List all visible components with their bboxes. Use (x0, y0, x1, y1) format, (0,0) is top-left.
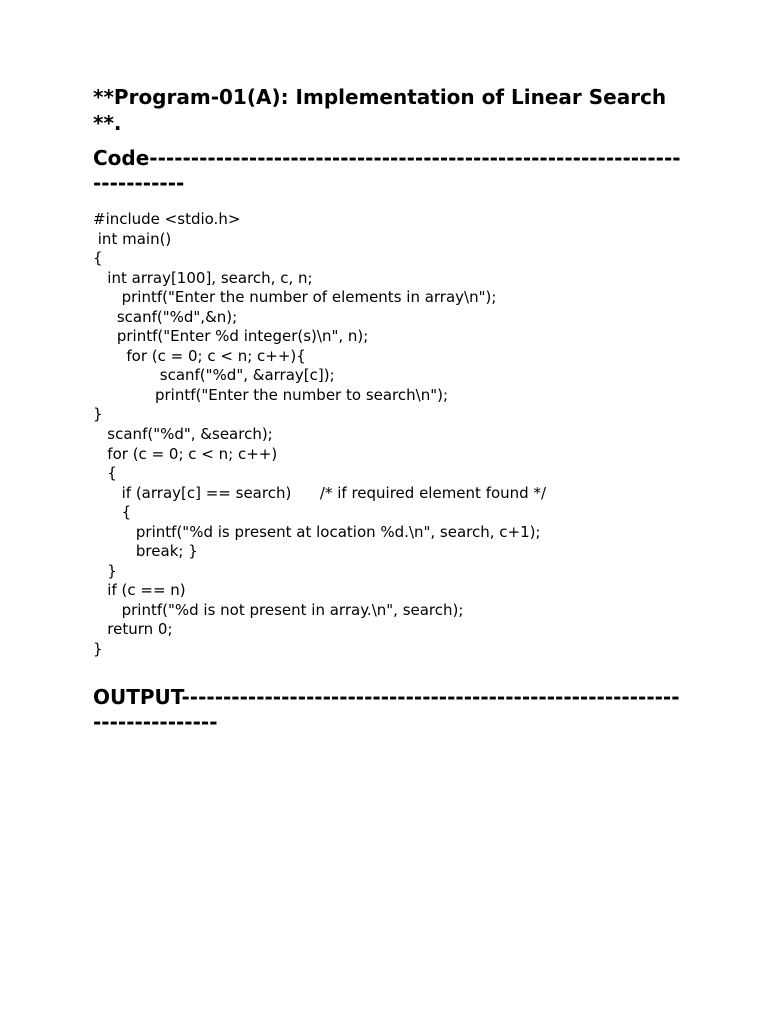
code-line: printf("%d is present at location %d.\n", search, c+1); (93, 522, 541, 541)
code-line: scanf("%d",&n); (93, 307, 238, 326)
code-heading: Code--------------------------------------------------------------------------- (93, 146, 681, 195)
code-line: if (c == n) (93, 581, 186, 600)
code-line: } (93, 561, 117, 580)
code-line: int main() (93, 229, 172, 248)
code-line: { (93, 464, 117, 483)
code-line: printf("Enter %d integer(s)\n", n); (93, 327, 369, 346)
code-line: } (93, 405, 103, 424)
code-line: return 0; (93, 620, 173, 639)
code-line: printf("%d is not present in array.\n", search); (93, 600, 464, 619)
code-line: break; } (93, 542, 198, 561)
code-line: } (93, 640, 103, 659)
code-line: int array[100], search, c, n; (93, 268, 313, 287)
code-line: printf("Enter the number to search\n"); (93, 385, 449, 404)
output-heading: OUTPUT--------------------------------------------------------------------------- (93, 684, 680, 734)
code-line: { (93, 249, 103, 268)
document-page (93, 84, 683, 735)
code-block (93, 210, 683, 660)
code-line: if (array[c] == search) /* if required element found */ (93, 483, 547, 502)
code-line: { (93, 503, 132, 522)
code-line: for (c = 0; c < n; c++){ (93, 346, 306, 365)
code-line: for (c = 0; c < n; c++) (93, 444, 278, 463)
code-line: #include <stdio.h> (93, 210, 241, 228)
code-line: scanf("%d", &search); (93, 425, 273, 444)
code-line: scanf("%d", &array[c]); (93, 366, 335, 385)
code-line: printf("Enter the number of elements in array\n"); (93, 288, 497, 307)
program-title: **Program-01(A): Implementation of Linear Search **. (93, 85, 667, 135)
